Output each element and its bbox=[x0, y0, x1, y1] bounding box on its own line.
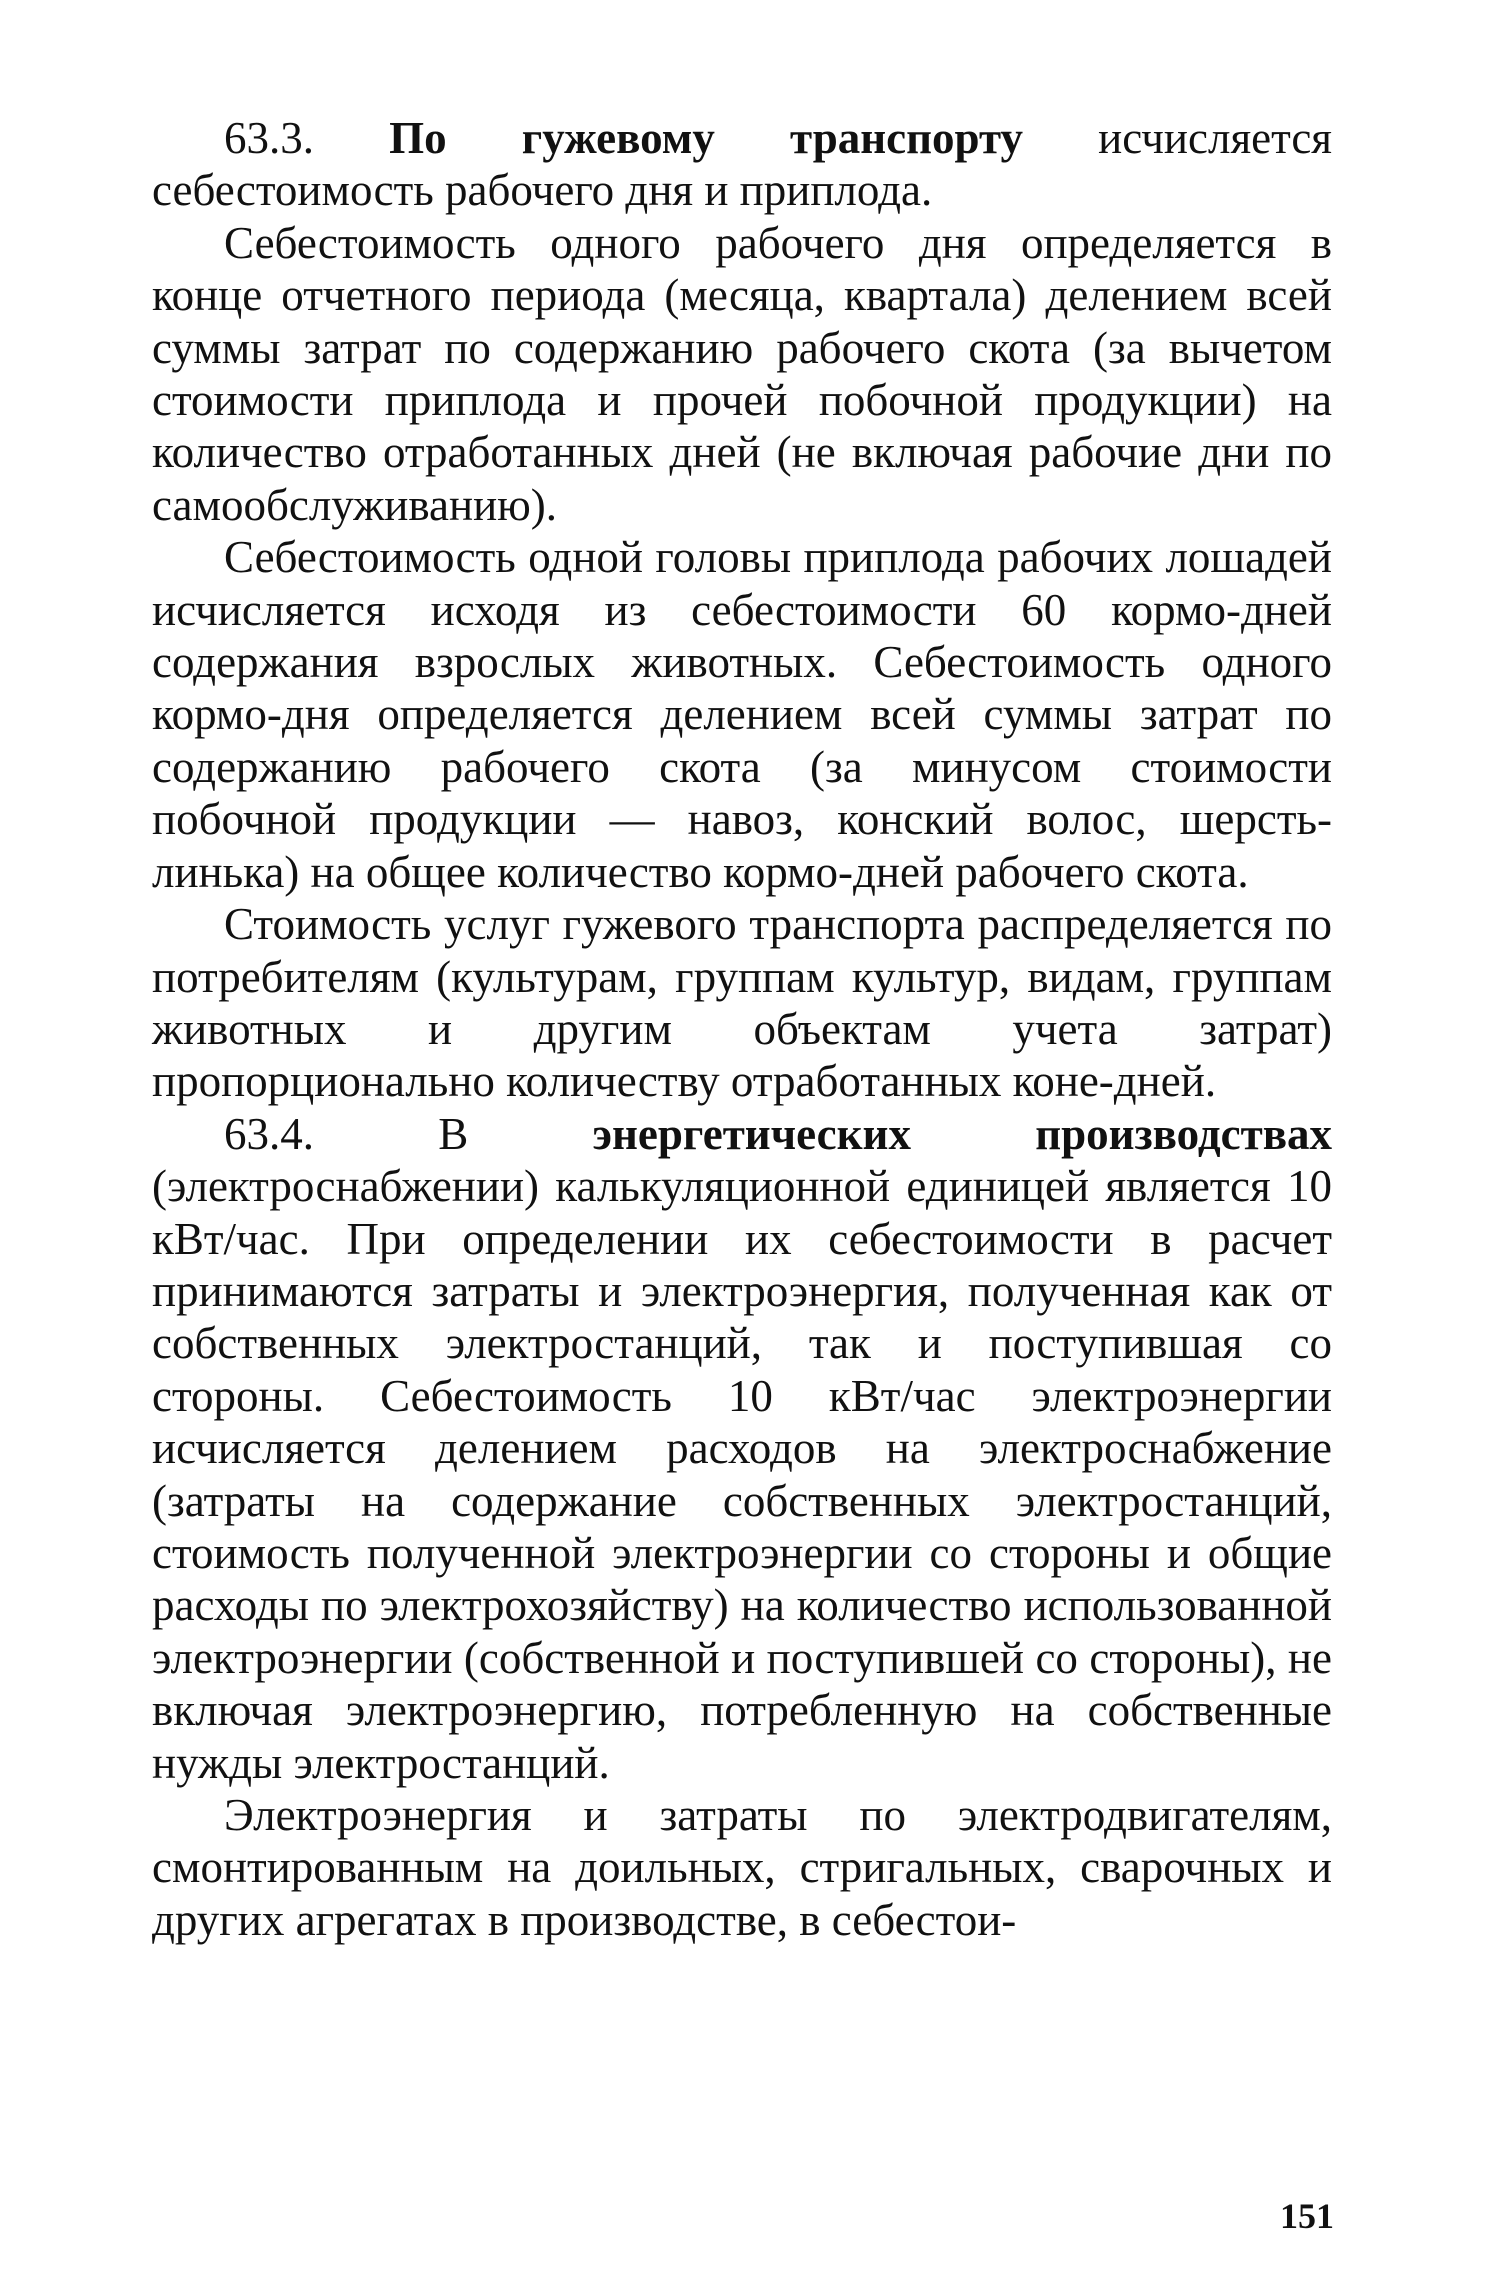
page-text bbox=[152, 112, 1332, 1946]
paragraph-text: Электроэнергия и затраты по электродвигателям, смонтированным на доильных, стригальных, сварочных и других агрегатах в производстве, в себестои- bbox=[152, 1790, 1332, 1945]
paragraph-text: исчисляется себестоимость рабочего дня и приплода. bbox=[152, 113, 1333, 216]
paragraph-electric-motors bbox=[152, 1789, 1332, 1946]
paragraph-63-3 bbox=[152, 112, 1332, 217]
paragraph-text: Стоимость услуг гужевого транспорта распределяется по потребителям (культурам, группам культур, видам, группам животных и другим объектам учета затрат) пропорционально количеству отработанных коне-дней. bbox=[152, 899, 1332, 1107]
section-heading: энергетических производствах bbox=[592, 1108, 1332, 1159]
section-heading: По гужевому транспорту bbox=[389, 113, 1024, 163]
paragraph-workday-cost bbox=[152, 217, 1332, 531]
paragraph-63-4 bbox=[152, 1108, 1332, 1789]
paragraph-foal-cost bbox=[152, 531, 1332, 898]
paragraph-text: (электроснабжении) калькуляционной единицей является 10 кВт/час. При определении их себестоимости в расчет принимаются затраты и электроэнергия, полученная как от собственных электростанций, так и поступившая со стороны. Себестоимость 10 кВт/час электроэнергии исчисляется делением расходов на электроснабжение (затраты на содержание собственных электростанций, стоимость полученной электроэнергии со стороны и общие расходы по электрохозяйству) на количество использованной электроэнергии (собственной и поступившей со стороны), не включая электроэнергию, потребленную на собственные нужды электростанций. bbox=[152, 1161, 1332, 1788]
page-number: 151 bbox=[1280, 2196, 1334, 2236]
paragraph-transport-distribution bbox=[152, 898, 1332, 1108]
paragraph-text: Себестоимость одного рабочего дня определяется в конце отчетного периода (месяца, квартала) делением всей суммы затрат по содержанию рабочего скота (за вычетом стоимости приплода и прочей побочной продукции) на количество отработанных дней (не включая рабочие дни по самообслуживанию). bbox=[152, 217, 1332, 530]
paragraph-text: Себестоимость одной головы приплода рабочих лошадей исчисляется исходя из себестоимости 60 кормо-дней содержания взрослых животных. Себестоимость одного кормо-дня определяется делением всей суммы затрат по содержанию рабочего скота (за минусом стоимости побочной продукции — навоз, конский волос, шерсть-линька) на общее количество кормо-дней рабочего скота. bbox=[152, 532, 1332, 897]
section-number: 63.3. bbox=[224, 113, 390, 163]
section-number: 63.4. В bbox=[224, 1108, 593, 1159]
